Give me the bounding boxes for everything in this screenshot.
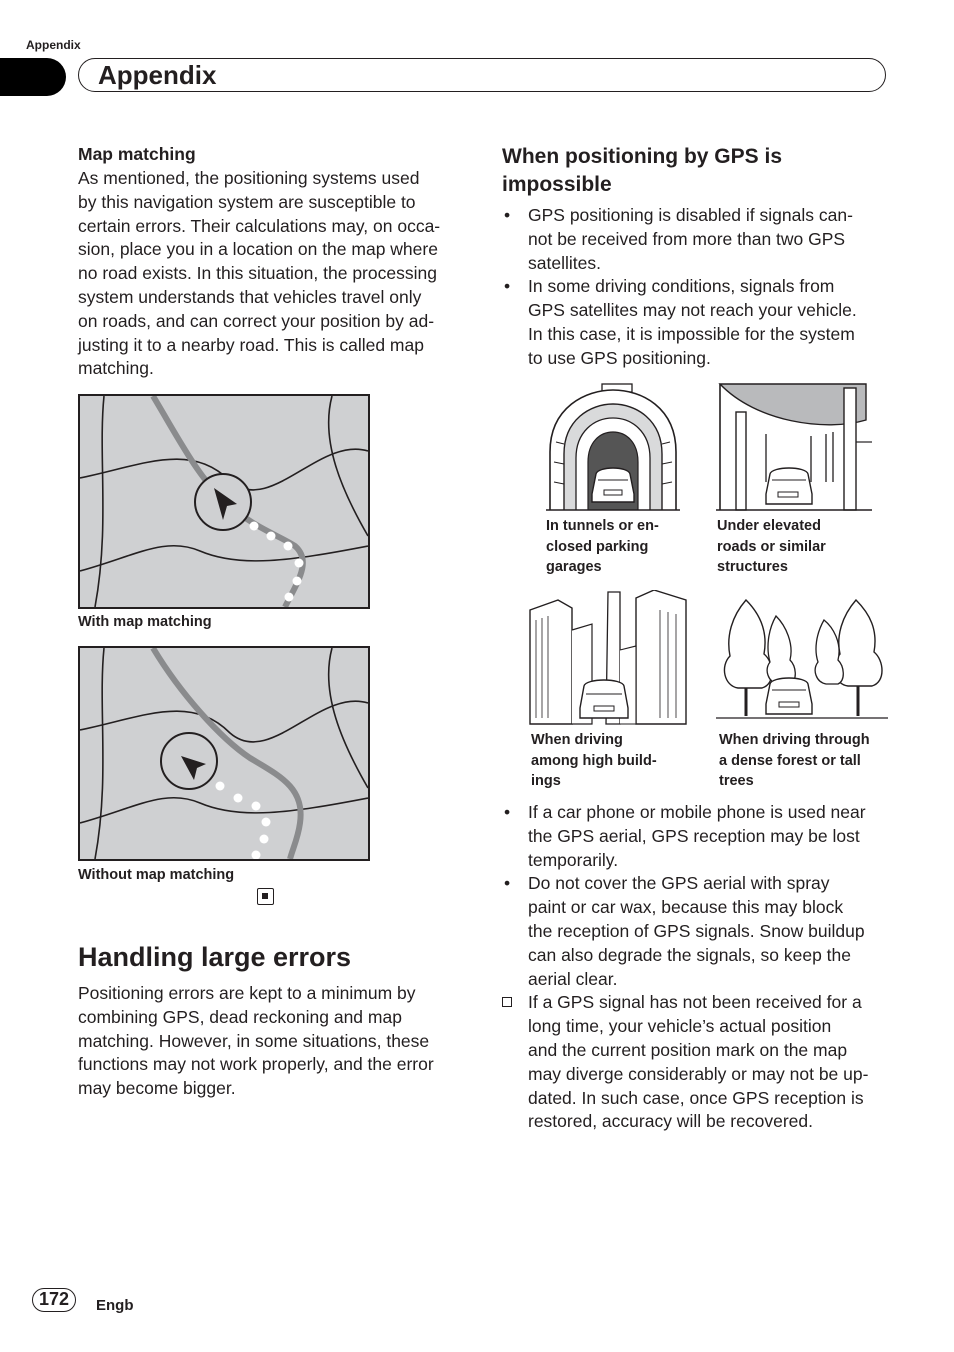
elevated-road-icon: [716, 382, 872, 512]
text-line: As mentioned, the positioning systems used: [78, 168, 420, 188]
high-buildings-icon: [528, 590, 690, 726]
caption-line: In tunnels or en-: [546, 518, 659, 534]
caption-line: structures: [717, 559, 788, 575]
caption-line: roads or similar: [717, 538, 826, 555]
text-line: Positioning errors are kept to a minimum by: [78, 983, 416, 1003]
caption-line: garages: [546, 559, 602, 575]
text-line: paint or car wax, because this may block: [528, 897, 844, 918]
bullet-mark: •: [504, 802, 511, 822]
caption-high-buildings: [531, 730, 657, 792]
caption-line: Under elevated: [717, 518, 821, 534]
map-matching-heading: Map matching: [78, 144, 196, 164]
heading-line: When positioning by GPS is: [502, 145, 783, 168]
text-line: If a car phone or mobile phone is used near: [528, 802, 866, 822]
text-line: by this navigation system are susceptible to: [78, 191, 416, 212]
tunnel-icon: [546, 382, 680, 512]
running-header: Appendix: [26, 38, 81, 52]
text-line: temporarily.: [528, 849, 619, 870]
section-title: Appendix: [98, 60, 217, 90]
bullet-list-top: [502, 204, 902, 371]
language-code: Engb: [96, 1297, 134, 1314]
list-item: [502, 204, 902, 275]
text-line: the GPS aerial, GPS reception may be lost: [528, 825, 860, 846]
text-line: and the current position mark on the map: [528, 1039, 848, 1060]
caption-line: ings: [531, 773, 561, 789]
gps-impossible-heading: [502, 143, 782, 199]
text-line: long time, your vehicle’s actual position: [528, 1016, 832, 1037]
heading-line: impossible: [502, 173, 612, 196]
text-line: functions may not work properly, and the error: [78, 1054, 434, 1075]
text-line: can also degrade the signals, so keep the: [528, 944, 851, 965]
caption-elevated-roads: [717, 516, 826, 578]
text-line: GPS positioning is disabled if signals can-: [528, 205, 853, 225]
section-end-mark: [257, 888, 274, 905]
caption-line: trees: [719, 773, 754, 789]
text-line: justing it to a nearby road. This is called map: [78, 334, 424, 355]
page-number: 172: [32, 1288, 76, 1312]
caption-with-map-matching: With map matching: [78, 614, 212, 630]
text-line: sion, place you in a location on the map where: [78, 239, 438, 260]
text-line: not be received from more than two GPS: [528, 228, 846, 249]
caption-line: among high build-: [531, 752, 657, 769]
text-line: system understands that vehicles travel only: [78, 286, 422, 307]
text-line: restored, accuracy will be recovered.: [528, 1111, 813, 1132]
bullet-mark: •: [504, 873, 511, 894]
text-line: If a GPS signal has not been received for a: [528, 992, 862, 1013]
list-item: [502, 872, 902, 991]
text-line: certain errors. Their calculations may, on occa-: [78, 215, 441, 236]
text-line: aerial clear.: [528, 968, 618, 989]
text-line: on roads, and can correct your position by ad-: [78, 310, 435, 331]
text-line: the reception of GPS signals. Snow buildup: [528, 920, 865, 941]
caption-line: When driving: [531, 732, 623, 748]
caption-line: closed parking: [546, 538, 649, 555]
text-line: matching. However, in some situations, these: [78, 1030, 430, 1051]
text-line: to use GPS positioning.: [528, 347, 711, 368]
bullet-mark: •: [504, 205, 511, 225]
caption-line: When driving through: [719, 732, 870, 748]
text-line: no road exists. In this situation, the processing: [78, 263, 437, 284]
caption-tunnels: [546, 516, 659, 578]
list-item: [502, 275, 902, 370]
text-line: matching.: [78, 358, 154, 379]
map-without-matching-drawing: [80, 648, 368, 859]
text-line: dated. In such case, once GPS reception is: [528, 1087, 864, 1108]
map-with-matching: [78, 394, 370, 609]
text-line: GPS satellites may not reach your vehicle.: [528, 300, 857, 321]
handling-large-errors-heading: Handling large errors: [78, 942, 352, 972]
list-item: [502, 801, 902, 872]
forest-icon: [716, 596, 888, 722]
text-line: may become bigger.: [78, 1078, 236, 1099]
caption-forest: [719, 730, 870, 792]
map-with-matching-drawing: [80, 396, 368, 607]
large-errors-paragraph: [78, 982, 468, 1101]
section-tab-marker: [0, 58, 66, 96]
text-line: Do not cover the GPS aerial with spray: [528, 873, 830, 894]
map-without-matching: [78, 646, 370, 861]
bullet-mark: •: [504, 276, 511, 297]
text-line: may diverge considerably or may not be up-: [528, 1063, 869, 1084]
note-item: [502, 991, 902, 1134]
note-checkbox-icon: [502, 997, 512, 1007]
text-line: In some driving conditions, signals from: [528, 276, 835, 297]
text-line: In this case, it is impossible for the system: [528, 323, 855, 344]
text-line: satellites.: [528, 252, 601, 273]
caption-without-map-matching: Without map matching: [78, 867, 235, 883]
bullet-list-bottom: [502, 801, 902, 1134]
text-line: combining GPS, dead reckoning and map: [78, 1006, 402, 1027]
map-matching-paragraph: [78, 167, 468, 381]
caption-line: a dense forest or tall: [719, 752, 861, 769]
